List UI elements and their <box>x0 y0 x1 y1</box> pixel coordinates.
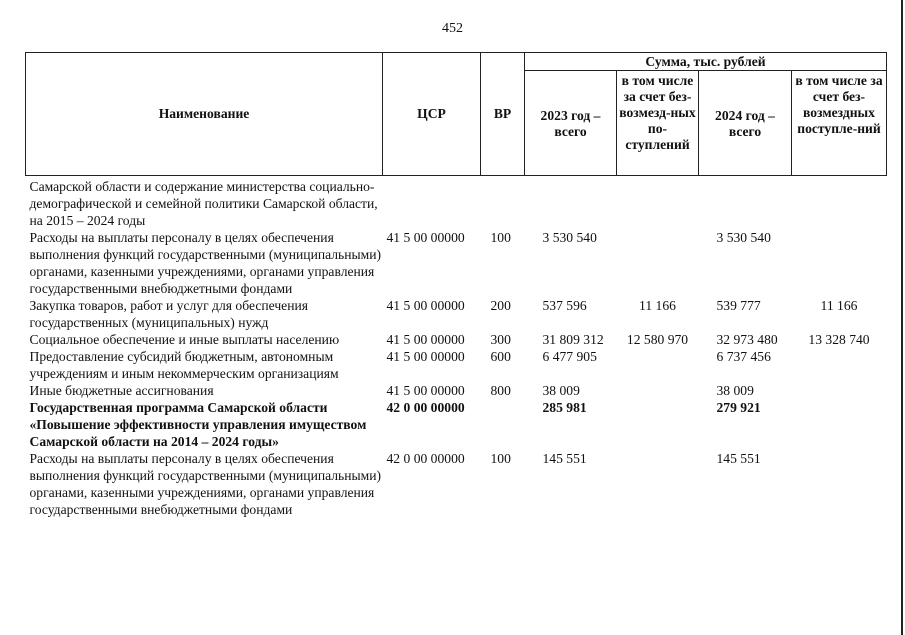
row-2023-gratuitous <box>617 450 699 518</box>
row-csr <box>383 176 481 230</box>
row-name: Расходы на выплаты персоналу в целях обеспечения выполнения функций государственными (муниципальными) органами, казенными учреждениями, органами управления государственными внебюджетными фондами <box>29 451 382 517</box>
row-vr: 300 <box>490 332 511 347</box>
row-2023-gratuitous: 11 166 <box>639 298 676 313</box>
row-vr: 200 <box>490 298 511 313</box>
table-header <box>26 53 887 176</box>
table-row <box>26 229 887 297</box>
row-2023-gratuitous <box>617 348 699 382</box>
row-2024-total: 145 551 <box>716 451 761 466</box>
row-2024-total: 3 530 540 <box>716 230 771 245</box>
row-name: Социальное обеспечение и иные выплаты населению <box>29 332 340 347</box>
row-2023-total: 537 596 <box>542 298 587 313</box>
header-vr: ВР <box>481 53 525 176</box>
row-2024-gratuitous <box>792 382 887 399</box>
row-2024-total <box>699 176 792 230</box>
row-2024-gratuitous <box>792 348 887 382</box>
header-name: Наименование <box>26 53 383 176</box>
row-2023-gratuitous <box>617 176 699 230</box>
table-row <box>26 331 887 348</box>
row-2024-gratuitous <box>792 176 887 230</box>
row-2024-gratuitous <box>792 229 887 297</box>
header-2023-gratuitous: в том числе за счет без-возмезд-ных по-ступлений <box>617 71 699 176</box>
row-2024-total: 539 777 <box>716 298 761 313</box>
row-2023-total: 31 809 312 <box>542 332 604 347</box>
row-vr: 600 <box>490 349 511 364</box>
row-2023-total: 38 009 <box>542 383 580 398</box>
row-csr: 41 5 00 00000 <box>386 332 465 347</box>
row-2024-gratuitous: 13 328 740 <box>808 332 870 347</box>
header-2024-gratuitous: в том числе за счет без-возмездных поступле-ний <box>792 71 887 176</box>
row-vr: 100 <box>490 230 511 245</box>
row-2023-gratuitous <box>617 399 699 450</box>
row-csr: 42 0 00 00000 <box>386 451 465 466</box>
table-row <box>26 399 887 450</box>
row-2023-total: 6 477 905 <box>542 349 597 364</box>
row-2024-total: 32 973 480 <box>716 332 778 347</box>
row-name: Предоставление субсидий бюджетным, автономным учреждениям и иным некоммерческим организациям <box>29 349 339 381</box>
row-csr: 41 5 00 00000 <box>386 298 465 313</box>
row-2024-total: 6 737 456 <box>716 349 771 364</box>
table-row <box>26 297 887 331</box>
page-number: 452 <box>442 21 463 36</box>
row-2023-gratuitous <box>617 382 699 399</box>
row-2024-gratuitous: 11 166 <box>820 298 858 313</box>
table-row <box>26 176 887 230</box>
row-csr: 41 5 00 00000 <box>386 230 465 245</box>
table-row <box>26 348 887 382</box>
row-vr: 800 <box>490 383 511 398</box>
table-row <box>26 450 887 518</box>
row-2023-total <box>525 176 617 230</box>
row-csr: 41 5 00 00000 <box>386 383 465 398</box>
row-2023-total: 3 530 540 <box>542 230 597 245</box>
row-name: Государственная программа Самарской области «Повышение эффективности управления имуществом Самарской области на 2014 – 2024 годы» <box>29 400 367 449</box>
row-vr <box>481 176 525 230</box>
row-name: Закупка товаров, работ и услуг для обеспечения государственных (муниципальных) нужд <box>29 298 308 330</box>
table-body <box>26 176 887 519</box>
header-csr: ЦСР <box>383 53 481 176</box>
row-vr: 100 <box>490 451 511 466</box>
table-row <box>26 382 887 399</box>
page-edge-rule <box>901 0 903 635</box>
row-2024-gratuitous <box>792 399 887 450</box>
row-name: Самарской области и содержание министерства социально-демографической и семейной политики Самарской области, на 2015 – 2024 годы <box>29 179 378 228</box>
row-2024-total: 38 009 <box>716 383 754 398</box>
header-sum-group: Сумма, тыс. рублей <box>525 53 887 71</box>
row-csr: 42 0 00 00000 <box>386 400 465 415</box>
row-csr: 41 5 00 00000 <box>386 349 465 364</box>
header-2024-total: 2024 год – всего <box>699 71 792 176</box>
header-2023-total: 2023 год – всего <box>525 71 617 176</box>
row-2024-total: 279 921 <box>716 400 761 415</box>
row-2023-gratuitous <box>617 229 699 297</box>
row-2023-gratuitous: 12 580 970 <box>626 332 689 347</box>
row-2023-total: 285 981 <box>542 400 587 415</box>
budget-table <box>25 52 887 518</box>
row-2024-gratuitous <box>792 450 887 518</box>
row-vr <box>481 399 525 450</box>
row-2023-total: 145 551 <box>542 451 587 466</box>
row-name: Расходы на выплаты персоналу в целях обеспечения выполнения функций государственными (муниципальными) органами, казенными учреждениями, органами управления государственными внебюджетными фондами <box>29 230 382 296</box>
row-name: Иные бюджетные ассигнования <box>29 383 214 398</box>
